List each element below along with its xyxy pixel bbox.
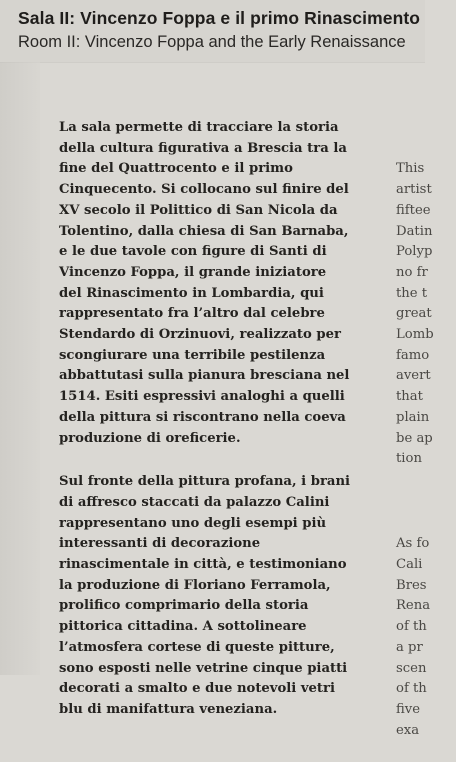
english-paragraph-2: As fo Cali Bres Rena of th a pr scen of th five exa — [396, 536, 431, 738]
italian-text-column — [59, 118, 359, 721]
english-paragraph-1: This artist fiftee Datin Polyp no fr the t great Lomb famo avert that plain be ap tion — [396, 161, 434, 467]
room-title-english: Room II: Vincenzo Foppa and the Early Renaissance — [18, 33, 406, 51]
italian-paragraph-1: La sala permette di tracciare la storia della cultura figurativa a Brescia tra la fine del Quattrocento e il primo Cinquecento. Si collocano sul finire del XV secolo il Polittico di San Nicola da Tolentino, dalla chiesa di San Barnaba, e le due tavole con figure di Santi di Vincenzo Foppa, il grande iniziatore del Rinascimento in Lombardia, qui rappresentato fra l’altro dal celebre Stendardo di Orzinuovi, realizzato per scongiurare una terribile pestilenza abbattutasi sulla pianura bresciana nel 1514. Esiti espressivi analoghi a quelli della pittura si riscontrano nella coeva produzione di oreficerie. — [59, 120, 350, 446]
room-header — [0, 0, 425, 63]
english-text-column — [396, 118, 456, 762]
italian-paragraph-2: Sul fronte della pittura profana, i brani di affresco staccati da palazzo Calini rappresentano uno degli esempi più interessanti di decorazione rinascimentale in città, e testimoniano la produzione di Floriano Ferramola, prolifico comprimario della storia pittorica cittadina. A sottolineare l’atmosfera cortese di queste pitture, sono esposti nelle vetrine cinque piatti decorati a smalto e due notevoli vetri blu di manifattura veneziana. — [59, 474, 351, 717]
panel-shadow — [0, 62, 40, 675]
room-title-italian: Sala II: Vincenzo Foppa e il primo Rinascimento — [18, 8, 421, 28]
